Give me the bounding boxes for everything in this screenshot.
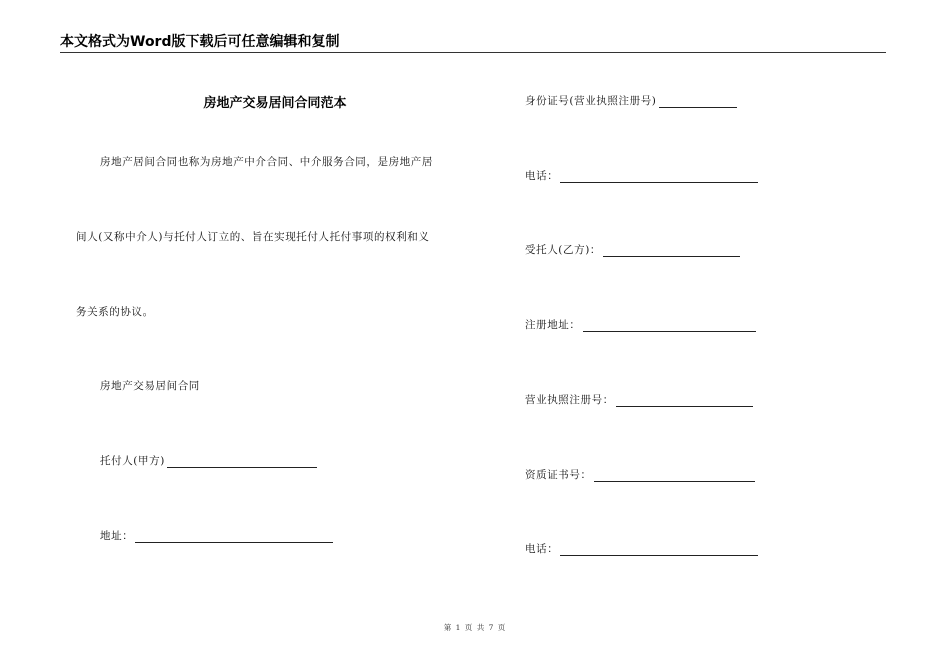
qualification-field [525,467,755,482]
qualification-blank[interactable] [594,469,755,482]
id-number-blank[interactable] [659,95,737,108]
phone-1-field [525,168,758,183]
license-number-blank[interactable] [616,394,753,407]
reg-address-blank[interactable] [583,319,756,332]
intro-line-1: 房地产居间合同也称为房地产中介合同、中介服务合同，是房地产居 [100,156,433,168]
intro-line-3: 务关系的协议。 [76,306,154,318]
party-a-address-blank[interactable] [135,530,333,543]
party-a-field [100,453,317,468]
phone-2-field [525,541,758,556]
document-header: 本文格式为Word版下载后可任意编辑和复制 [60,33,886,53]
license-number-label: 营业执照注册号： [525,394,614,406]
intro-line-2: 间人(又称中介人)与托付人订立的、旨在实现托付人托付事项的权利和义 [76,231,430,243]
phone-2-label: 电话： [525,543,559,555]
reg-address-field [525,317,756,332]
party-a-label: 托付人(甲方) [100,455,165,467]
id-number-label: 身份证号(营业执照注册号) [525,95,657,107]
phone-1-blank[interactable] [560,170,758,183]
reg-address-label: 注册地址： [525,319,581,331]
party-b-field [525,242,740,257]
id-number-field [525,93,737,108]
document-title: 房地产交易居间合同范本 [203,96,347,111]
contract-subtitle: 房地产交易居间合同 [100,380,200,392]
party-a-address-field [100,528,333,543]
party-b-label: 受托人(乙方)： [525,244,601,256]
party-a-address-label: 地址： [100,530,134,542]
qualification-label: 资质证书号： [525,469,592,481]
page-number: 第 1 页 共 7 页 [443,623,507,632]
party-a-blank[interactable] [167,455,317,468]
party-b-blank[interactable] [603,244,740,257]
license-number-field [525,392,753,407]
phone-1-label: 电话： [525,170,559,182]
phone-2-blank[interactable] [560,543,758,556]
